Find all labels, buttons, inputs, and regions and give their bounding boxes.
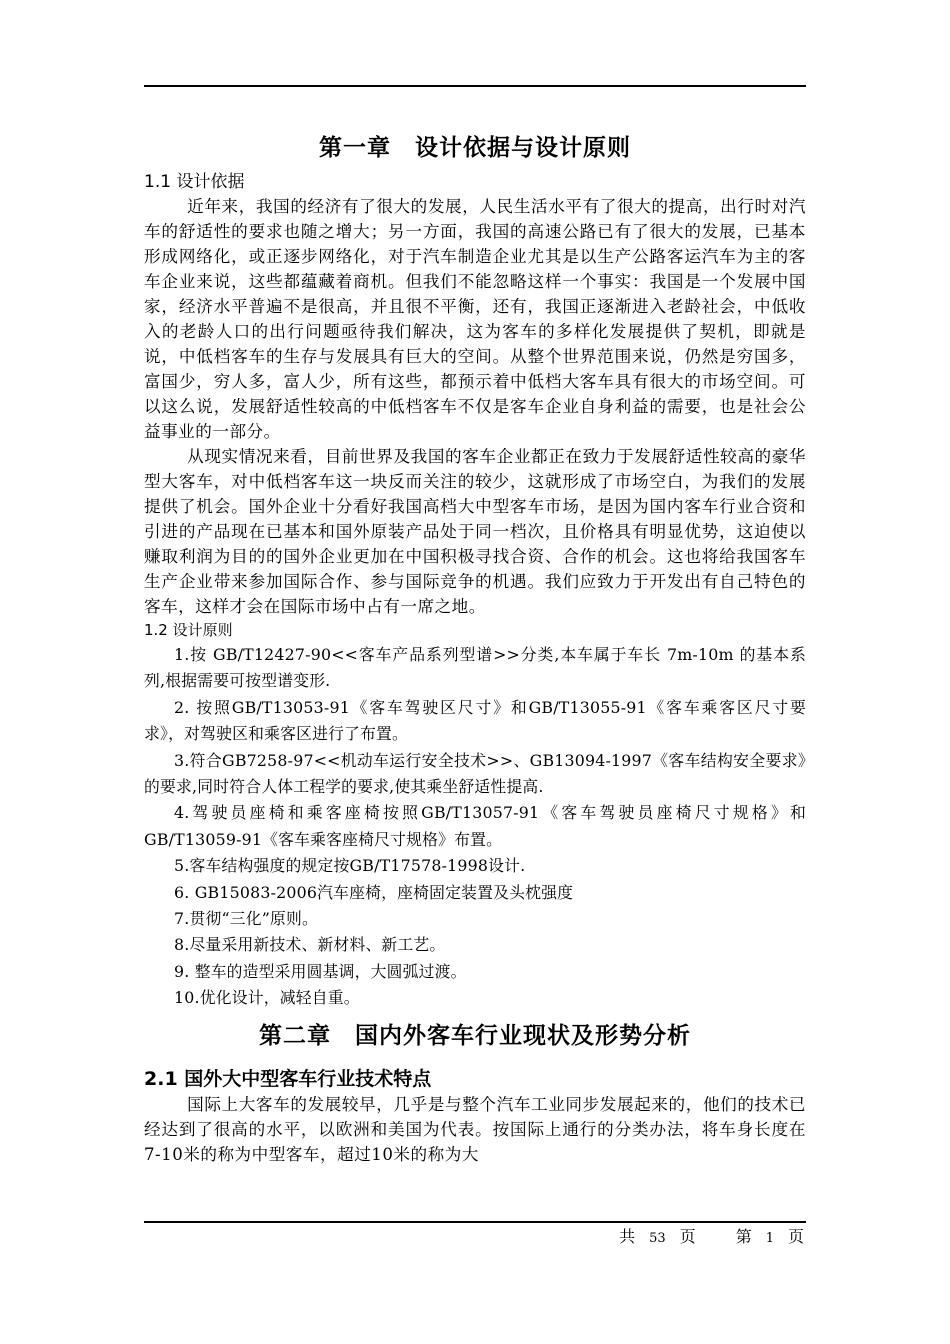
paragraph: 国际上大客车的发展较早，几乎是与整个汽车工业同步发展起来的，他们的技术已经达到了很高的水平，以欧洲和美国为代表。按国际上通行的分类办法，将车身长度在7-10米的称为中型客车，超过10米的称为大: [144, 1094, 806, 1164]
principle-item: 8.尽量采用新技术、新材料、新工艺。: [174, 935, 446, 955]
principle-item: 6. GB15083-2006汽车座椅，座椅固定装置及头枕强度: [174, 882, 574, 902]
section-1-2-title: 1.2 设计原则: [144, 621, 233, 639]
principle-item: 9. 整车的造型采用圆基调，大圆弧过渡。: [174, 961, 467, 981]
footer-page-prefix: 第: [735, 1227, 752, 1246]
principle-item: 1.按 GB/T12427-90<<客车产品系列型谱>>分类,本车属于车长 7m-10m 的基本系列,根据需要可按型谱变形.: [144, 645, 806, 691]
document-body: [144, 128, 806, 1167]
principle-item: 7.贯彻“三化”原则。: [174, 909, 319, 929]
principle-item: 2. 按照GB/T13053-91《客车驾驶区尺寸》和GB/T13055-91《客车乘客区尺寸要求》，对驾驶区和乘客区进行了布置。: [144, 697, 806, 744]
footer-rule: [144, 1221, 806, 1223]
paragraph: 近年来，我国的经济有了很大的发展，人民生活水平有了很大的提高，出行时对汽车的舒适性的要求也随之增大；另一方面，我国的高速公路已有了很大的发展，已基本形成网络化，或正逐步网络化，对于汽车制造企业尤其是以生产公路客运汽车为主的客车企业来说，这些都蕴藏着商机。但我们不能忽略这样一个事实：我国是一个发展中国家，经济水平普遍不是很高，并且很不平衡，还有，我国正逐渐进入老龄社会，中低收入的老龄人口的出行问题亟待我们解决，这为客车的多样化发展提供了契机，即就是说，中低档客车的生存与发展具有巨大的空间。从整个世界范围来说，仍然是穷国多，富国少，穷人多，富人少，所有这些，都预示着中低档大客车具有很大的市场空间。可以这么说，发展舒适性较高的中低档客车不仅是客车企业自身利益的需要，也是社会公益事业的一部分。: [144, 197, 806, 441]
header-rule: [144, 85, 806, 87]
page-footer: [144, 1224, 806, 1250]
principle-item: 4.驾驶员座椅和乘客座椅按照GB/T13057-91《客车驾驶员座椅尺寸规格》和GB/T13059-91《客车乘客座椅尺寸规格》布置。: [144, 803, 806, 849]
chapter-1-title: 第一章 设计依据与设计原则: [319, 135, 631, 161]
principle-item: 5.客车结构强度的规定按GB/T17578-1998设计.: [174, 856, 526, 876]
footer-page-number: 1: [765, 1231, 774, 1246]
principle-item: 3.符合GB7258-97<<机动车运行安全技术>>、GB13094-1997《客车结构安全要求》的要求,同时符合人体工程学的要求,使其乘坐舒适性提高.: [144, 750, 806, 797]
page-counter: [617, 1224, 806, 1252]
section-1-1-title: 1.1 设计依据: [144, 172, 245, 192]
section-2-1-title: 2.1 国外大中型客车行业技术特点: [144, 1067, 432, 1090]
paragraph: 从现实情况来看，目前世界及我国的客车企业都正在致力于发展舒适性较高的豪华型大客车，对中低档客车这一块反而关注的较少，这就形成了市场空白，为我们的发展提供了机会。国外企业十分看好我国高档大中型客车市场，是因为国内客车行业合资和引进的产品现在已基本和国外原装产品处于同一档次，且价格具有明显优势，这迫使以赚取利润为目的的国外企业更加在中国积极寻找合资、合作的机会。这也将给我国客车生产企业带来参加国际合作、参与国际竞争的机遇。我们应致力于开发出有自己特色的客车，这样才会在国际市场中占有一席之地。: [144, 447, 806, 616]
footer-page-suffix: 页: [787, 1227, 804, 1246]
principle-item: 10.优化设计，减轻自重。: [174, 988, 360, 1008]
footer-total-prefix: 共: [619, 1227, 636, 1246]
footer-total-suffix: 页: [679, 1227, 696, 1246]
chapter-2-title: 第二章 国内外客车行业现状及形势分析: [259, 1022, 691, 1049]
footer-total-pages: 53: [649, 1231, 666, 1246]
